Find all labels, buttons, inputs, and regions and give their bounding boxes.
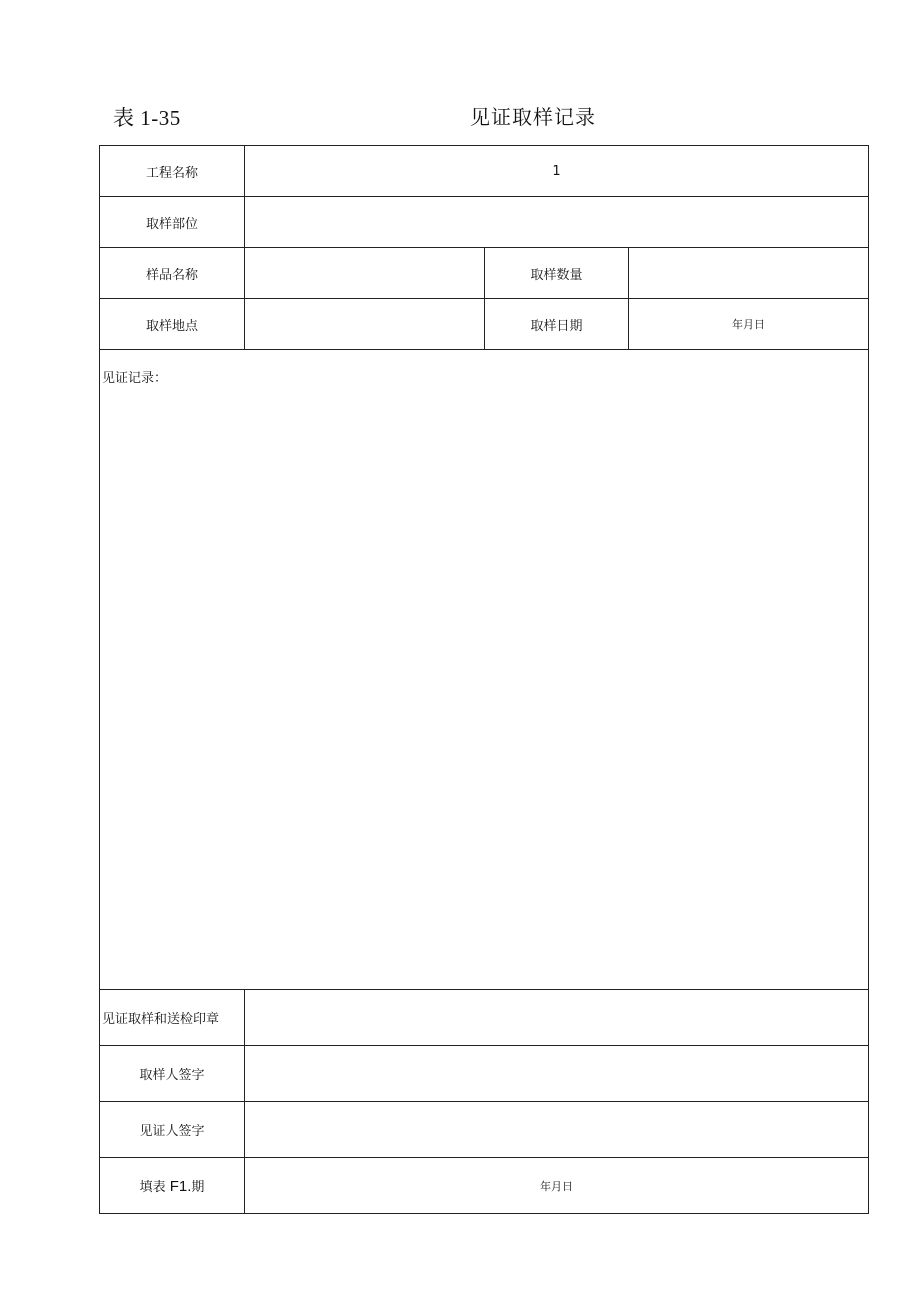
table-number: 表 1-35 (113, 106, 181, 130)
stamp-value[interactable] (245, 990, 869, 1046)
fill-date-label-prefix: 填表 (139, 1180, 166, 1195)
fill-date-value[interactable]: 年月日 (245, 1158, 869, 1214)
sample-name-value[interactable] (245, 248, 485, 299)
fill-date-label (100, 1158, 245, 1214)
sample-quantity-label: 取样数量 (485, 248, 629, 299)
row-sampler-signature (100, 1046, 869, 1102)
witness-sampling-form (99, 145, 869, 1214)
project-name-label: 工程名称 (100, 146, 245, 197)
witness-record-label: 见证记录： (102, 371, 168, 386)
sampling-location-value[interactable] (245, 197, 869, 248)
sampling-date-label: 取样日期 (485, 299, 629, 350)
row-sampling-location (100, 197, 869, 248)
sample-quantity-value[interactable] (629, 248, 869, 299)
stamp-label: 见证取样和送检印章 (100, 990, 245, 1046)
document-title: 见证取样记录 (470, 105, 596, 129)
row-witness-signature (100, 1102, 869, 1158)
sample-name-label: 样品名称 (100, 248, 245, 299)
sampling-site-value[interactable] (245, 299, 485, 350)
row-witness-record (100, 350, 869, 990)
fill-date-label-suffix: 期 (191, 1180, 205, 1195)
witness-record-area[interactable] (100, 350, 869, 990)
witness-signature-label: 见证人签字 (100, 1102, 245, 1158)
sampling-site-label: 取样地点 (100, 299, 245, 350)
sampler-signature-value[interactable] (245, 1046, 869, 1102)
row-fill-date (100, 1158, 869, 1214)
row-sampling-site (100, 299, 869, 350)
row-stamp (100, 990, 869, 1046)
row-project-name (100, 146, 869, 197)
row-sample-name (100, 248, 869, 299)
project-name-value[interactable]: 1 (245, 146, 869, 197)
sampling-location-label: 取样部位 (100, 197, 245, 248)
sampler-signature-label: 取样人签字 (100, 1046, 245, 1102)
witness-signature-value[interactable] (245, 1102, 869, 1158)
sampling-date-value[interactable]: 年月日 (629, 299, 869, 350)
fill-date-label-mid: F1. (169, 1178, 192, 1195)
